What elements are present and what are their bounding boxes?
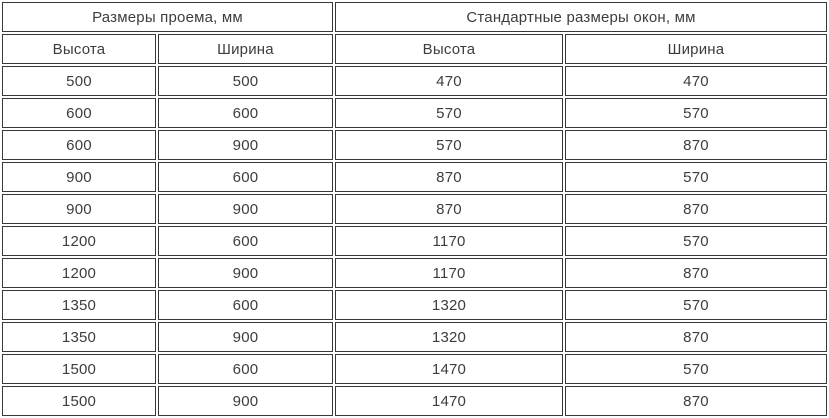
table-cell: 500 xyxy=(158,66,333,96)
table-cell: 600 xyxy=(158,290,333,320)
table-cell: 600 xyxy=(158,354,333,384)
table-cell: 870 xyxy=(335,162,563,192)
table-cell: 570 xyxy=(565,98,827,128)
table-header xyxy=(2,2,827,64)
table-row xyxy=(2,194,827,224)
table-row xyxy=(2,98,827,128)
table-cell: 570 xyxy=(565,354,827,384)
group-header-opening-sizes: Размеры проема, мм xyxy=(2,2,333,32)
table-cell: 1200 xyxy=(2,226,156,256)
table-cell: 1500 xyxy=(2,386,156,416)
table-cell: 1200 xyxy=(2,258,156,288)
table-cell: 1470 xyxy=(335,354,563,384)
column-header-opening-height: Высота xyxy=(2,34,156,64)
column-header-opening-width: Ширина xyxy=(158,34,333,64)
table-cell: 1350 xyxy=(2,322,156,352)
table-cell: 570 xyxy=(565,162,827,192)
table-row xyxy=(2,386,827,416)
table-cell: 600 xyxy=(2,98,156,128)
group-header-row xyxy=(2,2,827,32)
table-cell: 1170 xyxy=(335,258,563,288)
table-cell: 600 xyxy=(158,98,333,128)
table-row xyxy=(2,354,827,384)
table-cell: 900 xyxy=(158,322,333,352)
table-cell: 600 xyxy=(158,226,333,256)
table-cell: 870 xyxy=(565,130,827,160)
table-cell: 870 xyxy=(565,194,827,224)
table-cell: 900 xyxy=(158,258,333,288)
table-cell: 470 xyxy=(565,66,827,96)
table-cell: 1170 xyxy=(335,226,563,256)
table-cell: 1320 xyxy=(335,322,563,352)
table-cell: 500 xyxy=(2,66,156,96)
table-cell: 870 xyxy=(565,258,827,288)
table-row xyxy=(2,322,827,352)
table-row xyxy=(2,226,827,256)
table-cell: 600 xyxy=(2,130,156,160)
table-cell: 900 xyxy=(158,386,333,416)
table-cell: 1470 xyxy=(335,386,563,416)
table-cell: 1500 xyxy=(2,354,156,384)
table-cell: 870 xyxy=(565,386,827,416)
column-header-window-height: Высота xyxy=(335,34,563,64)
table-cell: 1320 xyxy=(335,290,563,320)
table-cell: 870 xyxy=(565,322,827,352)
table-cell: 600 xyxy=(158,162,333,192)
table-cell: 900 xyxy=(158,194,333,224)
table-row xyxy=(2,258,827,288)
table-body xyxy=(2,66,827,416)
table-cell: 900 xyxy=(2,162,156,192)
table-cell: 470 xyxy=(335,66,563,96)
table-cell: 570 xyxy=(335,98,563,128)
table-cell: 900 xyxy=(2,194,156,224)
table-row xyxy=(2,66,827,96)
table-cell: 1350 xyxy=(2,290,156,320)
column-header-window-width: Ширина xyxy=(565,34,827,64)
table-cell: 570 xyxy=(335,130,563,160)
table-row xyxy=(2,162,827,192)
column-header-row xyxy=(2,34,827,64)
table-cell: 570 xyxy=(565,290,827,320)
table-row xyxy=(2,290,827,320)
table-cell: 870 xyxy=(335,194,563,224)
group-header-standard-window-sizes: Стандартные размеры окон, мм xyxy=(335,2,827,32)
table-cell: 900 xyxy=(158,130,333,160)
table-row xyxy=(2,130,827,160)
table-cell: 570 xyxy=(565,226,827,256)
